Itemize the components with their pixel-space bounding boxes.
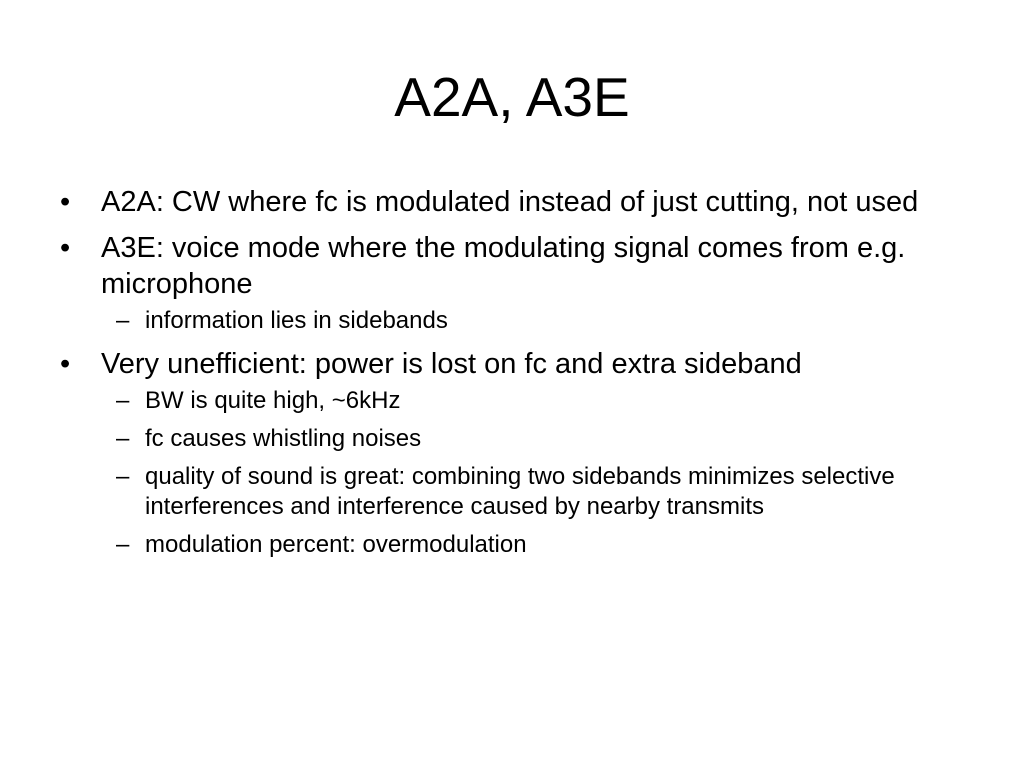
dash-icon: – [116, 463, 130, 490]
dash-icon: – [116, 531, 130, 558]
sub-bullet-text: modulation percent: overmodulation [145, 531, 527, 558]
bullet-item [60, 230, 960, 336]
bullet-text: A3E: voice mode where the modulating signal comes from e.g. microphone [101, 232, 906, 300]
bullet-text: Very unefficient: power is lost on fc and extra sideband [101, 348, 802, 380]
sub-bullet-text: fc causes whistling noises [145, 425, 422, 452]
bullet-item [60, 346, 960, 560]
sub-bullet-list [101, 386, 960, 560]
bullet-text: A2A: CW where fc is modulated instead of just cutting, not used [101, 186, 919, 218]
bullet-icon: • [60, 348, 71, 380]
bullet-item [60, 184, 960, 220]
slide-content [60, 184, 960, 570]
dash-icon: – [116, 425, 130, 452]
bullet-icon: • [60, 232, 71, 264]
dash-icon: – [116, 307, 130, 334]
slide-title: A2A, A3E [394, 66, 630, 128]
sub-bullet-item [101, 306, 960, 336]
sub-bullet-text: quality of sound is great: combining two sidebands minimizes selective interferences and interference caused by nearby transmits [145, 463, 895, 520]
sub-bullet-item [101, 530, 960, 560]
sub-bullet-item [101, 386, 960, 416]
dash-icon: – [116, 387, 130, 414]
bullet-icon: • [60, 186, 71, 218]
sub-bullet-list [101, 306, 960, 336]
sub-bullet-text: BW is quite high, ~6kHz [145, 387, 401, 414]
sub-bullet-text: information lies in sidebands [145, 307, 448, 334]
sub-bullet-item [101, 462, 960, 522]
bullet-list [60, 184, 960, 560]
sub-bullet-item [101, 424, 960, 454]
